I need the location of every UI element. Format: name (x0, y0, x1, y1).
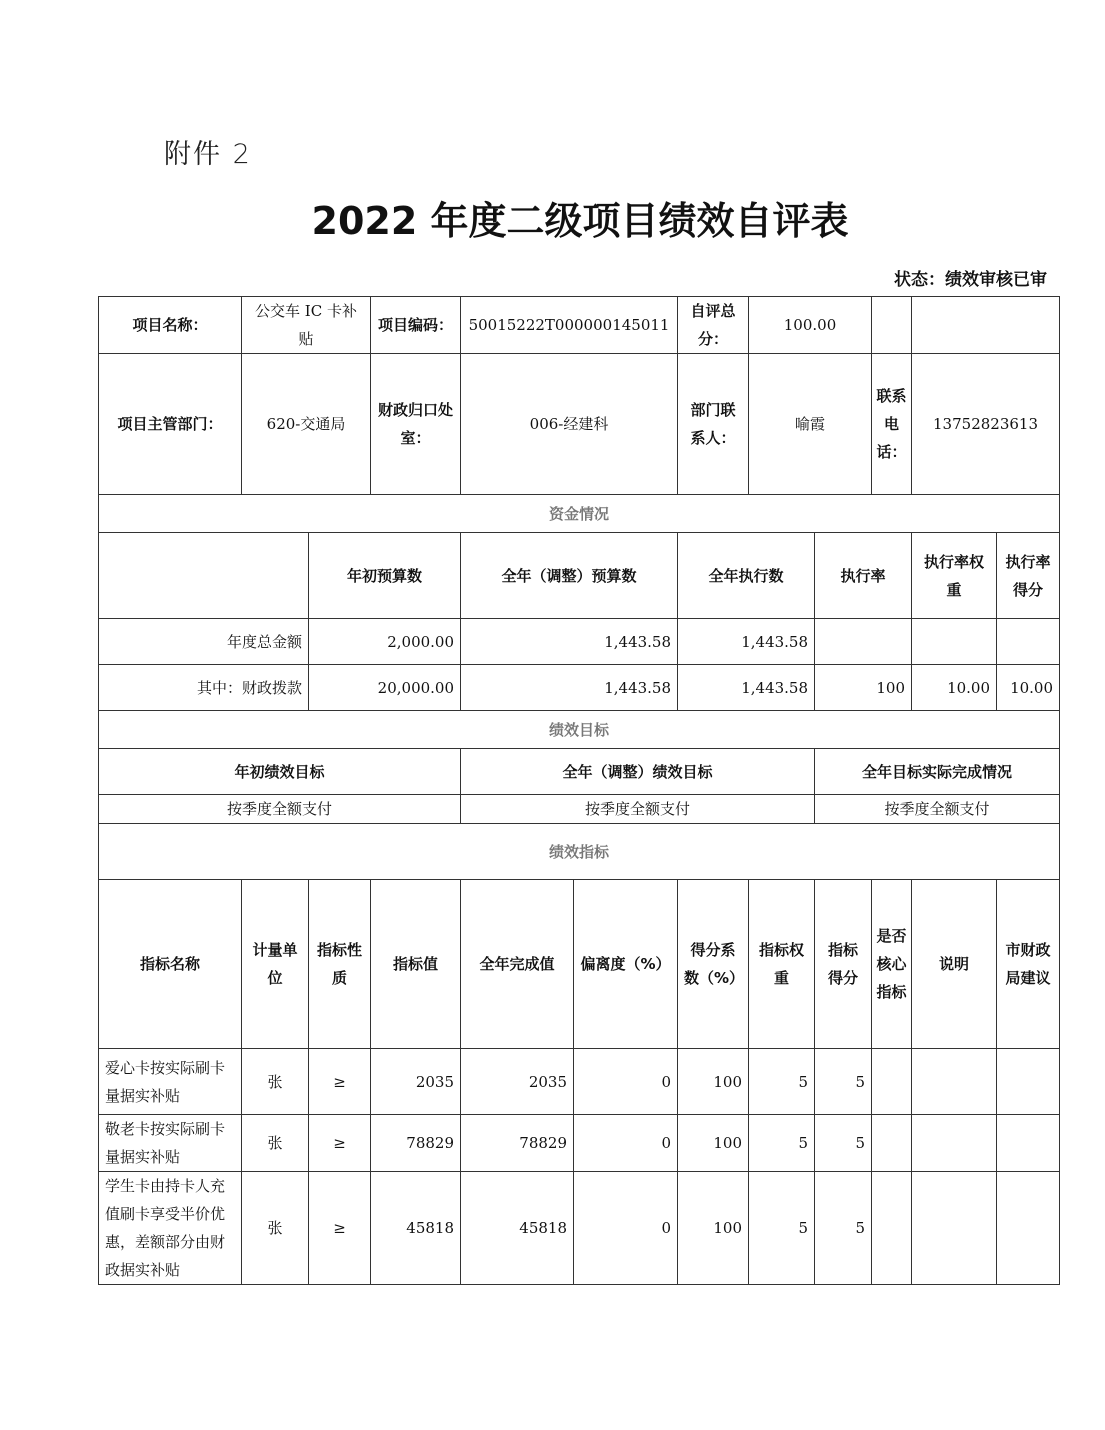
indicator-header: 得分系数（%） (678, 880, 749, 1049)
dept-label: 项目主管部门： (99, 354, 242, 495)
indicator-core (872, 1049, 912, 1115)
indicator-actual: 2035 (461, 1049, 574, 1115)
indicator-core (872, 1172, 912, 1285)
indicator-header: 市财政局建议 (997, 880, 1060, 1049)
goals-section-row (99, 711, 1060, 749)
indicator-deviation: 0 (574, 1115, 678, 1172)
project-name-label: 项目名称： (99, 297, 242, 354)
phone-label: 联系电话： (872, 354, 912, 495)
goals-header: 全年目标实际完成情况 (815, 749, 1060, 795)
funds-adjusted: 1,443.58 (461, 619, 678, 665)
goals-value: 按季度全额支付 (815, 795, 1060, 824)
indicator-deviation: 0 (574, 1172, 678, 1285)
funds-rate: 100 (815, 665, 912, 711)
indicator-coef: 100 (678, 1172, 749, 1285)
finance-office-value: 006-经建科 (461, 354, 678, 495)
indicator-advice (997, 1115, 1060, 1172)
indicator-nature: ≥ (309, 1172, 371, 1285)
indicator-target: 2035 (371, 1049, 461, 1115)
contact-label: 部门联系人： (678, 354, 749, 495)
indicator-row (99, 1049, 1060, 1115)
indicator-row (99, 1115, 1060, 1172)
indicator-header: 指标权重 (749, 880, 815, 1049)
indicator-header: 说明 (912, 880, 997, 1049)
funds-header: 执行率 (815, 533, 912, 619)
blank-cell (99, 533, 309, 619)
score-label: 自评总分： (678, 297, 749, 354)
indicator-unit: 张 (242, 1049, 309, 1115)
indicator-deviation: 0 (574, 1049, 678, 1115)
indicator-score: 5 (815, 1115, 872, 1172)
indicator-unit: 张 (242, 1115, 309, 1172)
funds-header: 全年执行数 (678, 533, 815, 619)
goals-header-row (99, 749, 1060, 795)
indicators-section-title: 绩效指标 (99, 824, 1060, 880)
funds-adjusted: 1,443.58 (461, 665, 678, 711)
blank-cell (872, 297, 912, 354)
indicator-name: 敬老卡按实际刷卡量据实补贴 (99, 1115, 242, 1172)
finance-office-label: 财政归口处室： (371, 354, 461, 495)
indicator-header: 指标名称 (99, 880, 242, 1049)
indicator-score: 5 (815, 1172, 872, 1285)
funds-executed: 1,443.58 (678, 619, 815, 665)
indicator-advice (997, 1049, 1060, 1115)
funds-rate (815, 619, 912, 665)
goals-value-row (99, 795, 1060, 824)
indicator-row (99, 1172, 1060, 1285)
dept-value: 620-交通局 (242, 354, 371, 495)
project-code-label: 项目编码： (371, 297, 461, 354)
indicator-coef: 100 (678, 1049, 749, 1115)
indicator-header: 计量单位 (242, 880, 309, 1049)
indicator-target: 78829 (371, 1115, 461, 1172)
goals-header: 全年（调整）绩效目标 (461, 749, 815, 795)
indicator-nature: ≥ (309, 1049, 371, 1115)
indicator-note (912, 1172, 997, 1285)
indicator-weight: 5 (749, 1115, 815, 1172)
indicators-header-row (99, 880, 1060, 1049)
indicator-header: 指标值 (371, 880, 461, 1049)
funds-header: 全年（调整）预算数 (461, 533, 678, 619)
indicator-header: 偏离度（%） (574, 880, 678, 1049)
indicator-name: 爱心卡按实际刷卡量据实补贴 (99, 1049, 242, 1115)
goals-header: 年初绩效目标 (99, 749, 461, 795)
goals-value: 按季度全额支付 (99, 795, 461, 824)
indicator-header: 指标性质 (309, 880, 371, 1049)
status-label: 状态：绩效审核已审 (894, 270, 1047, 290)
score-value: 100.00 (749, 297, 872, 354)
funds-row-label: 其中：财政拨款 (99, 665, 309, 711)
indicator-advice (997, 1172, 1060, 1285)
indicator-weight: 5 (749, 1049, 815, 1115)
indicator-score: 5 (815, 1049, 872, 1115)
funds-header-row (99, 533, 1060, 619)
goals-section-title: 绩效目标 (99, 711, 1060, 749)
funds-score: 10.00 (997, 665, 1060, 711)
project-code-value: 50015222T000000145011 (461, 297, 678, 354)
funds-section-title: 资金情况 (99, 495, 1060, 533)
indicator-note (912, 1049, 997, 1115)
indicator-core (872, 1115, 912, 1172)
funds-row-label: 年度总金额 (99, 619, 309, 665)
funds-executed: 1,443.58 (678, 665, 815, 711)
attachment-label: 附件 2 (164, 139, 252, 170)
funds-header: 年初预算数 (309, 533, 461, 619)
project-info-row-1 (99, 297, 1060, 354)
project-info-row-2 (99, 354, 1060, 495)
contact-value: 喻霞 (749, 354, 872, 495)
indicator-header: 是否核心指标 (872, 880, 912, 1049)
indicator-unit: 张 (242, 1172, 309, 1285)
funds-header: 执行率权重 (912, 533, 997, 619)
indicator-nature: ≥ (309, 1115, 371, 1172)
funds-initial: 20,000.00 (309, 665, 461, 711)
project-name-value: 公交车 IC 卡补贴 (242, 297, 371, 354)
indicator-actual: 45818 (461, 1172, 574, 1285)
funds-section-row (99, 495, 1060, 533)
blank-cell (912, 297, 1060, 354)
funds-row (99, 619, 1060, 665)
evaluation-table (98, 296, 1060, 1285)
goals-value: 按季度全额支付 (461, 795, 815, 824)
indicator-note (912, 1115, 997, 1172)
indicator-weight: 5 (749, 1172, 815, 1285)
page-title: 2022 年度二级项目绩效自评表 (311, 199, 849, 243)
indicator-actual: 78829 (461, 1115, 574, 1172)
indicator-header: 全年完成值 (461, 880, 574, 1049)
funds-row (99, 665, 1060, 711)
indicator-target: 45818 (371, 1172, 461, 1285)
indicator-name: 学生卡由持卡人充值刷卡享受半价优惠，差额部分由财政据实补贴 (99, 1172, 242, 1285)
funds-weight (912, 619, 997, 665)
funds-weight: 10.00 (912, 665, 997, 711)
funds-score (997, 619, 1060, 665)
funds-header: 执行率得分 (997, 533, 1060, 619)
indicator-coef: 100 (678, 1115, 749, 1172)
indicator-header: 指标得分 (815, 880, 872, 1049)
phone-value: 13752823613 (912, 354, 1060, 495)
funds-initial: 2,000.00 (309, 619, 461, 665)
indicators-section-row (99, 824, 1060, 880)
